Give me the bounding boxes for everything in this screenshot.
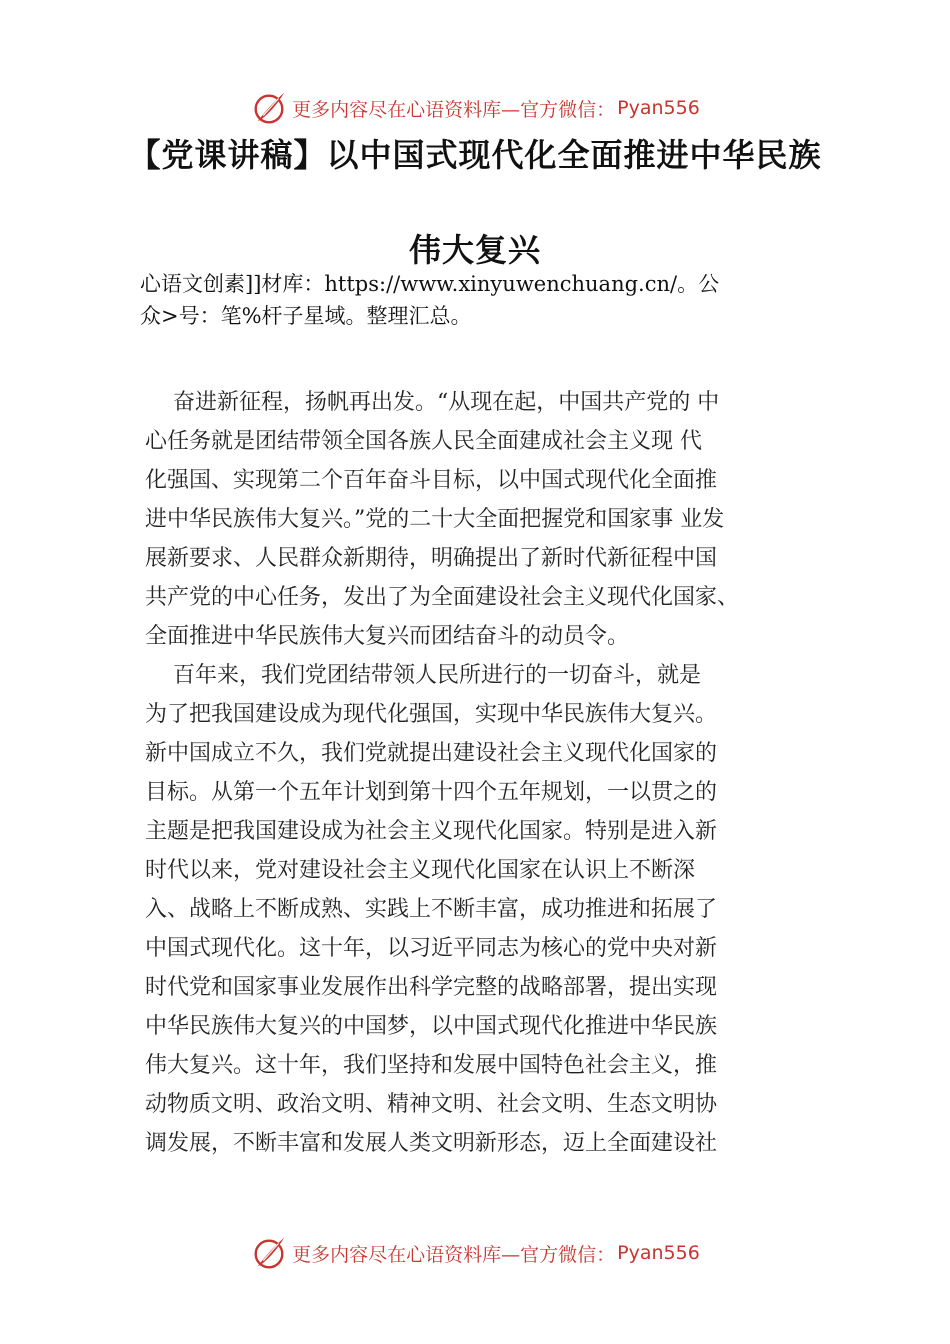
banner-wechat-id: Pyan556: [617, 1242, 700, 1264]
header-banner: [0, 88, 950, 128]
body-line: 共产党的中心任务，发出了为全面建设社会主义现代化国家、: [145, 585, 740, 610]
body-line: 展新要求、人民群众新期待，明确提出了新时代新征程中国: [145, 546, 718, 571]
body-line: 时代以来，党对建设社会主义现代化国家在认识上不断深: [145, 858, 696, 883]
body-line: 为了把我国建设成为现代化强国，实现中华民族伟大复兴。: [145, 702, 718, 727]
body-line: 全面推进中华民族伟大复兴而团结奋斗的动员令。: [145, 624, 630, 649]
banner-text: 更多内容尽在心语资料库—官方微信：: [292, 98, 616, 121]
source-note: [140, 268, 820, 332]
document-body: [145, 383, 815, 1163]
body-line: 化强国、实现第二个百年奋斗目标，以中国式现代化全面推: [145, 468, 718, 493]
body-line: 中华民族伟大复兴的中国梦，以中国式现代化推进中华民族: [145, 1014, 718, 1039]
source-note-line-2: 众>号：笔%杆子星域。整理汇总。: [140, 304, 472, 328]
body-line: 主题是把我国建设成为社会主义现代化国家。特别是进入新: [145, 819, 718, 844]
document-title-line-2: 伟大复兴: [408, 231, 541, 269]
body-line: 中国式现代化。这十年，以习近平同志为核心的党中央对新: [145, 936, 718, 961]
body-line: 心任务就是团结带领全国各族人民全面建成社会主义现 代: [145, 429, 702, 454]
document-title-line-1: 【党课讲稿】以中国式现代化全面推进中华民族: [128, 136, 822, 174]
body-line: 调发展，不断丰富和发展人类文明新形态，迈上全面建设社: [145, 1131, 718, 1156]
body-line: 奋进新征程，扬帆再出发。“从现在起，中国共产党的 中: [145, 390, 720, 415]
body-line: 时代党和国家事业发展作出科学完整的战略部署，提出实现: [145, 975, 718, 1000]
body-line: 动物质文明、政治文明、精神文明、社会文明、生态文明协: [145, 1092, 718, 1117]
body-line: 新中国成立不久，我们党就提出建设社会主义现代化国家的: [145, 741, 718, 766]
source-note-line-1: 心语文创素]]材库：https://www.xinyuwenchuang.cn/。公: [140, 272, 720, 296]
banner-wechat-id: Pyan556: [617, 97, 700, 119]
body-line: 伟大复兴。这十年，我们坚持和发展中国特色社会主义，推: [145, 1053, 718, 1078]
banner-text: 更多内容尽在心语资料库—官方微信：: [292, 1243, 616, 1266]
body-line: 入、战略上不断成熟、实践上不断丰富，成功推进和拓展了: [145, 897, 718, 922]
feather-pen-logo-icon: [250, 89, 288, 127]
footer-banner: [0, 1233, 950, 1273]
body-line: 百年来，我们党团结带领人民所进行的一切奋斗，就是: [145, 663, 701, 688]
feather-pen-logo-icon: [250, 1234, 288, 1272]
body-line: 进中华民族伟大复兴。”党的二十大全面把握党和国家事 业发: [145, 507, 725, 532]
body-line: 目标。从第一个五年计划到第十四个五年规划，一以贯之的: [145, 780, 718, 805]
